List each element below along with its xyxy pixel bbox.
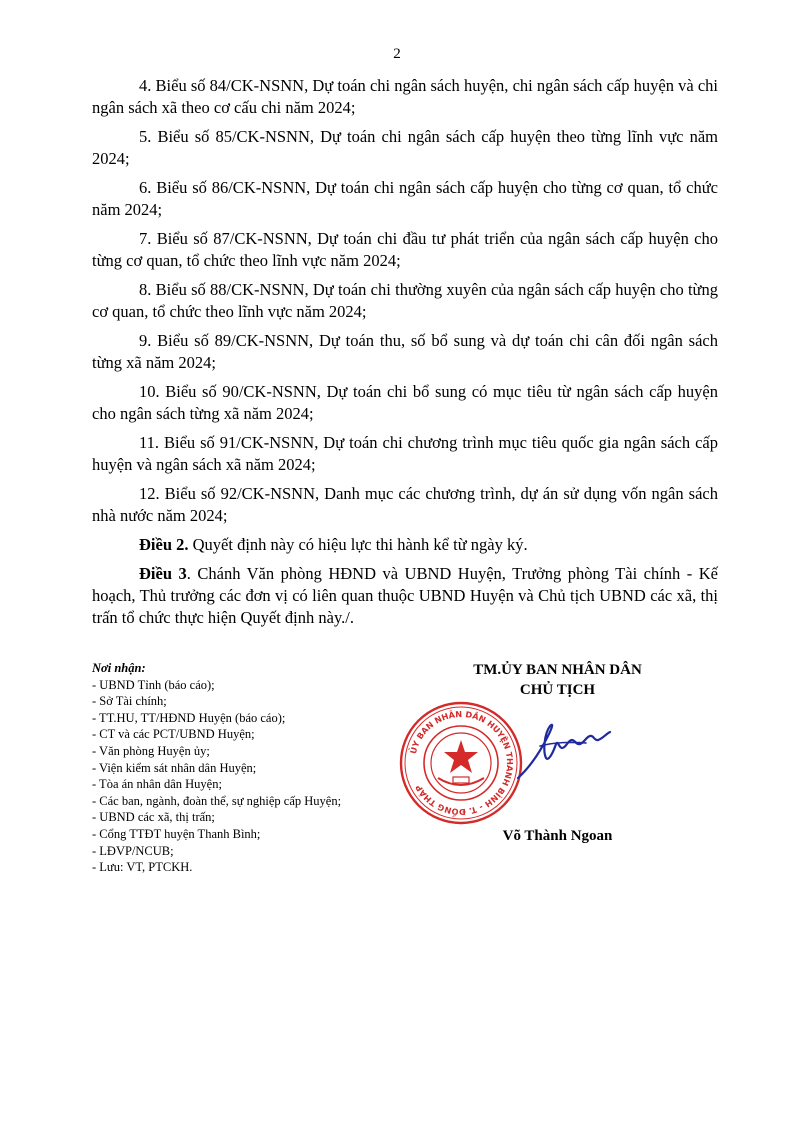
- recipient-item: - Các ban, ngành, đoàn thể, sự nghiệp cấp Huyện;: [92, 793, 342, 808]
- official-seal-icon: [398, 700, 524, 826]
- decision-body: [92, 75, 718, 636]
- recipients-title: Nơi nhận:: [92, 661, 146, 675]
- article-2: Điều 2. Quyết định này có hiệu lực thi hành kể từ ngày ký.: [139, 535, 528, 554]
- seal-text: ỦY BAN NHÂN DÂN HUYỆN THANH BÌNH - T. ĐỒNG THÁP: [407, 708, 516, 818]
- recipient-item: - Cổng TTĐT huyện Thanh Bình;: [92, 826, 261, 841]
- recipient-item: - Tòa án nhân dân Huyện;: [92, 777, 222, 792]
- recipient-item: - CT và các PCT/UBND Huyện;: [92, 727, 255, 742]
- signature-title: CHỦ TỊCH: [519, 682, 596, 698]
- list-item: 4. Biểu số 84/CK-NSNN, Dự toán chi ngân sách huyện, chi ngân sách cấp huyện và chi ngân sách xã theo cơ cấu chi năm 2024;: [92, 76, 718, 117]
- recipients-block: [92, 660, 422, 876]
- handwritten-signature-icon: [510, 712, 630, 782]
- recipient-item: - TT.HU, TT/HĐND Huyện (báo cáo);: [92, 710, 286, 725]
- recipients-list: [92, 677, 422, 876]
- recipient-item: - UBND Tỉnh (báo cáo);: [92, 677, 215, 692]
- signature-org: TM.ỦY BAN NHÂN DÂN: [473, 662, 642, 678]
- list-item: 6. Biểu số 86/CK-NSNN, Dự toán chi ngân sách cấp huyện cho từng cơ quan, tổ chức năm 2024;: [92, 178, 718, 219]
- list-item: 10. Biểu số 90/CK-NSNN, Dự toán chi bổ sung có mục tiêu từ ngân sách cấp huyện cho ngân sách từng xã năm 2024;: [92, 382, 718, 423]
- list-item: 5. Biểu số 85/CK-NSNN, Dự toán chi ngân sách cấp huyện theo từng lĩnh vực năm 2024;: [92, 127, 718, 168]
- list-item: 7. Biểu số 87/CK-NSNN, Dự toán chi đầu tư phát triển của ngân sách cấp huyện cho từng cơ quan, tổ chức theo lĩnh vực năm 2024;: [92, 229, 718, 270]
- recipient-item: - Lưu: VT, PTCKH.: [92, 860, 193, 875]
- article-2-heading: Điều 2.: [139, 535, 189, 554]
- signer-name: Võ Thành Ngoan: [502, 828, 613, 844]
- article-3-heading: Điều 3: [139, 564, 187, 583]
- recipient-item: - UBND các xã, thị trấn;: [92, 810, 215, 825]
- recipient-item: - Văn phòng Huyện ủy;: [92, 743, 210, 758]
- list-item: 8. Biểu số 88/CK-NSNN, Dự toán chi thường xuyên của ngân sách cấp huyện cho từng cơ quan, tổ chức theo lĩnh vực năm 2024;: [92, 280, 718, 321]
- page-number: 2: [393, 46, 401, 62]
- list-item: 9. Biểu số 89/CK-NSNN, Dự toán thu, số bổ sung và dự toán chi cân đối ngân sách từng xã năm 2024;: [92, 331, 718, 372]
- article-3: Điều 3. Chánh Văn phòng HĐND và UBND Huyện, Trưởng phòng Tài chính - Kế hoạch, Thủ trưởng các đơn vị có liên quan thuộc UBND Huyện và Chủ tịch UBND các xã, thị trấn tổ chức thực hiện Quyết định này./.: [92, 564, 719, 627]
- recipient-item: - Viện kiểm sát nhân dân Huyện;: [92, 760, 257, 775]
- list-item: 11. Biểu số 91/CK-NSNN, Dự toán chi chương trình mục tiêu quốc gia ngân sách cấp huyện và ngân sách xã năm 2024;: [92, 433, 718, 474]
- signature-header: [420, 660, 695, 700]
- recipient-item: - LĐVP/NCUB;: [92, 843, 174, 858]
- list-item: 12. Biểu số 92/CK-NSNN, Danh mục các chương trình, dự án sử dụng vốn ngân sách nhà nước năm 2024;: [92, 484, 718, 525]
- recipient-item: - Sở Tài chính;: [92, 694, 167, 709]
